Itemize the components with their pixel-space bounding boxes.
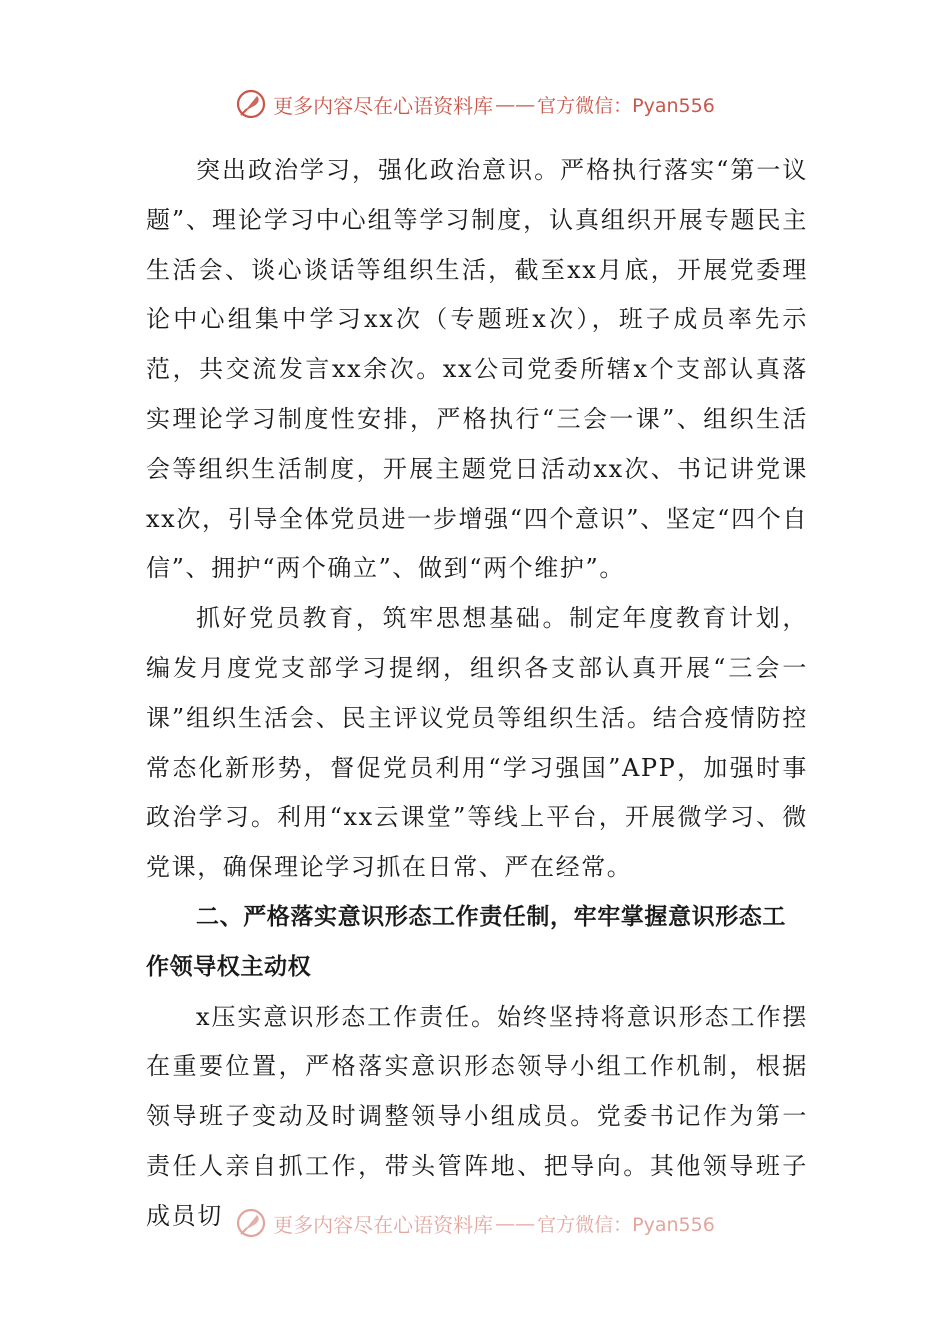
paragraph-member-education: 抓好党员教育，筑牢思想基础。制定年度教育计划，编发月度党支部学习提纲，组织各支部认真开展“三会一课”组织生活会、民主评议党员等组织生活。结合疫情防控常态化新形势，督促党员利用“学习强国”APP，加强时事政治学习。利用“xx云课堂”等线上平台，开展微学习、微党课，确保理论学习抓在日常、严在经常。 <box>146 604 808 882</box>
watermark-separator: —— <box>495 92 536 116</box>
watermark-header <box>0 84 950 124</box>
watermark-wechat: 官方微信：Pyan556 <box>537 1213 715 1236</box>
paragraph-ideology-responsibility: x压实意识形态工作责任。始终坚持将意识形态工作摆在重要位置，严格落实意识形态领导小组工作机制，根据领导班子变动及时调整领导小组成员。党委书记作为第一责任人亲自抓工作，带头管阵地、把导向。其他领导班子成员切 <box>146 1002 808 1230</box>
feather-pen-logo-icon <box>235 88 267 120</box>
document-body <box>146 146 808 1242</box>
watermark-text: 更多内容尽在心语资料库 <box>273 1212 494 1237</box>
watermark-footer <box>0 1203 950 1243</box>
paragraph-political-study: 突出政治学习，强化政治意识。严格执行落实“第一议题”、理论学习中心组等学习制度，认真组织开展专题民主生活会、谈心谈话等组织生活，截至xx月底，开展党委理论中心组集中学习xx次（专题班x次），班子成员率先示范，共交流发言xx余次。xx公司党委所辖x个支部认真落实理论学习制度性安排，严格执行“三会一课”、组织生活会等组织生活制度，开展主题党日活动xx次、书记讲党课xx次，引导全体党员进一步增强“四个意识”、坚定“四个自信”、拥护“两个确立”、做到“两个维护”。 <box>146 156 808 583</box>
watermark-text: 更多内容尽在心语资料库 <box>273 93 494 118</box>
watermark-wechat: 官方微信：Pyan556 <box>537 94 715 117</box>
feather-pen-logo-icon <box>235 1207 267 1239</box>
section-heading: 二、严格落实意识形态工作责任制，牢牢掌握意识形态工作领导权主动权 <box>146 903 786 980</box>
watermark-separator: —— <box>495 1211 536 1235</box>
